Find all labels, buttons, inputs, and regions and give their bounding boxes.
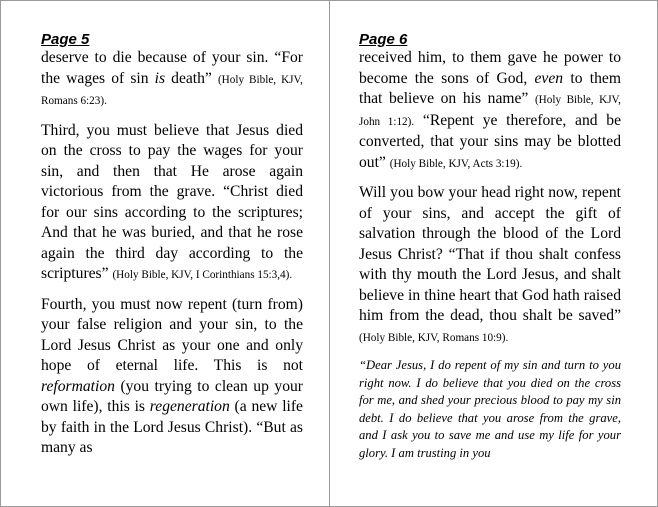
emphasis: is bbox=[154, 69, 166, 87]
scripture-citation: (Holy Bible, KJV, Acts 3:19). bbox=[389, 157, 523, 170]
scripture-citation: (Holy Bible, KJV, Romans 6:23). bbox=[41, 73, 303, 107]
paragraph bbox=[41, 121, 303, 286]
emphasis: reformation bbox=[41, 377, 115, 395]
page-divider bbox=[329, 1, 330, 506]
text-run: Will you bow your head right now, repent of your sins, and accept the gift of salvation through the blood of the Lord Jesus Christ? “That if thou shalt confess with thy mouth the Lord Jesus, and shalt believe in thine heart that God hath raised him from the dead, thou shalt be saved” bbox=[359, 184, 621, 324]
paragraph bbox=[359, 48, 621, 174]
page-number-label: Page 6 bbox=[359, 31, 408, 48]
text-run: (you trying to clean up your own life), this is bbox=[41, 377, 303, 415]
paragraph bbox=[41, 295, 303, 459]
text-run: Third, you must believe that Jesus died on the cross to pay the wages for your sin, and then that He arose again victorious from the grave. “Christ died for our sins according to the scriptures; And that he was buried, and that he rose again the third day according to the scriptures” bbox=[41, 121, 303, 282]
page-6 bbox=[359, 31, 621, 462]
scripture-citation: (Holy Bible, KJV, I Corinthians 15:3,4). bbox=[112, 269, 293, 281]
prayer-text: “Dear Jesus, I do repent of my sin and turn to you right now. I do believe that you died on the cross for me, and shed your precious blood to pay my sin debt. I do believe that you arose from the grave, and I ask you to save me and use my life for your glory. I am trusting in you bbox=[359, 358, 621, 460]
text-run: (a new life by faith in the Lord Jesus Christ). “But as many as bbox=[41, 398, 303, 456]
emphasis: regeneration bbox=[149, 398, 230, 415]
scripture-citation: (Holy Bible, KJV, John 1:12). bbox=[359, 94, 621, 128]
text-run: death” bbox=[165, 69, 218, 87]
text-run: Fourth, you must now repent (turn from) your false religion and your sin, to the Lord Jesus Christ as your one and only hope of eternal life. This is not bbox=[41, 295, 303, 374]
page-number-label: Page 5 bbox=[41, 31, 90, 48]
text-run: “Repent ye therefore, and be converted, that your sins may be blotted out” bbox=[359, 111, 622, 171]
paragraph bbox=[41, 48, 303, 112]
scripture-citation: (Holy Bible, KJV, Romans 10:9). bbox=[359, 331, 509, 344]
page-5 bbox=[41, 31, 303, 468]
text-run: to them that believe on his name” bbox=[359, 69, 621, 107]
text-run: deserve to die because of your sin. “For the wages of sin bbox=[41, 49, 303, 87]
text-run: received him, to them gave he power to become the sons of God, bbox=[359, 49, 621, 87]
emphasis: even bbox=[534, 69, 564, 87]
paragraph bbox=[359, 183, 621, 348]
